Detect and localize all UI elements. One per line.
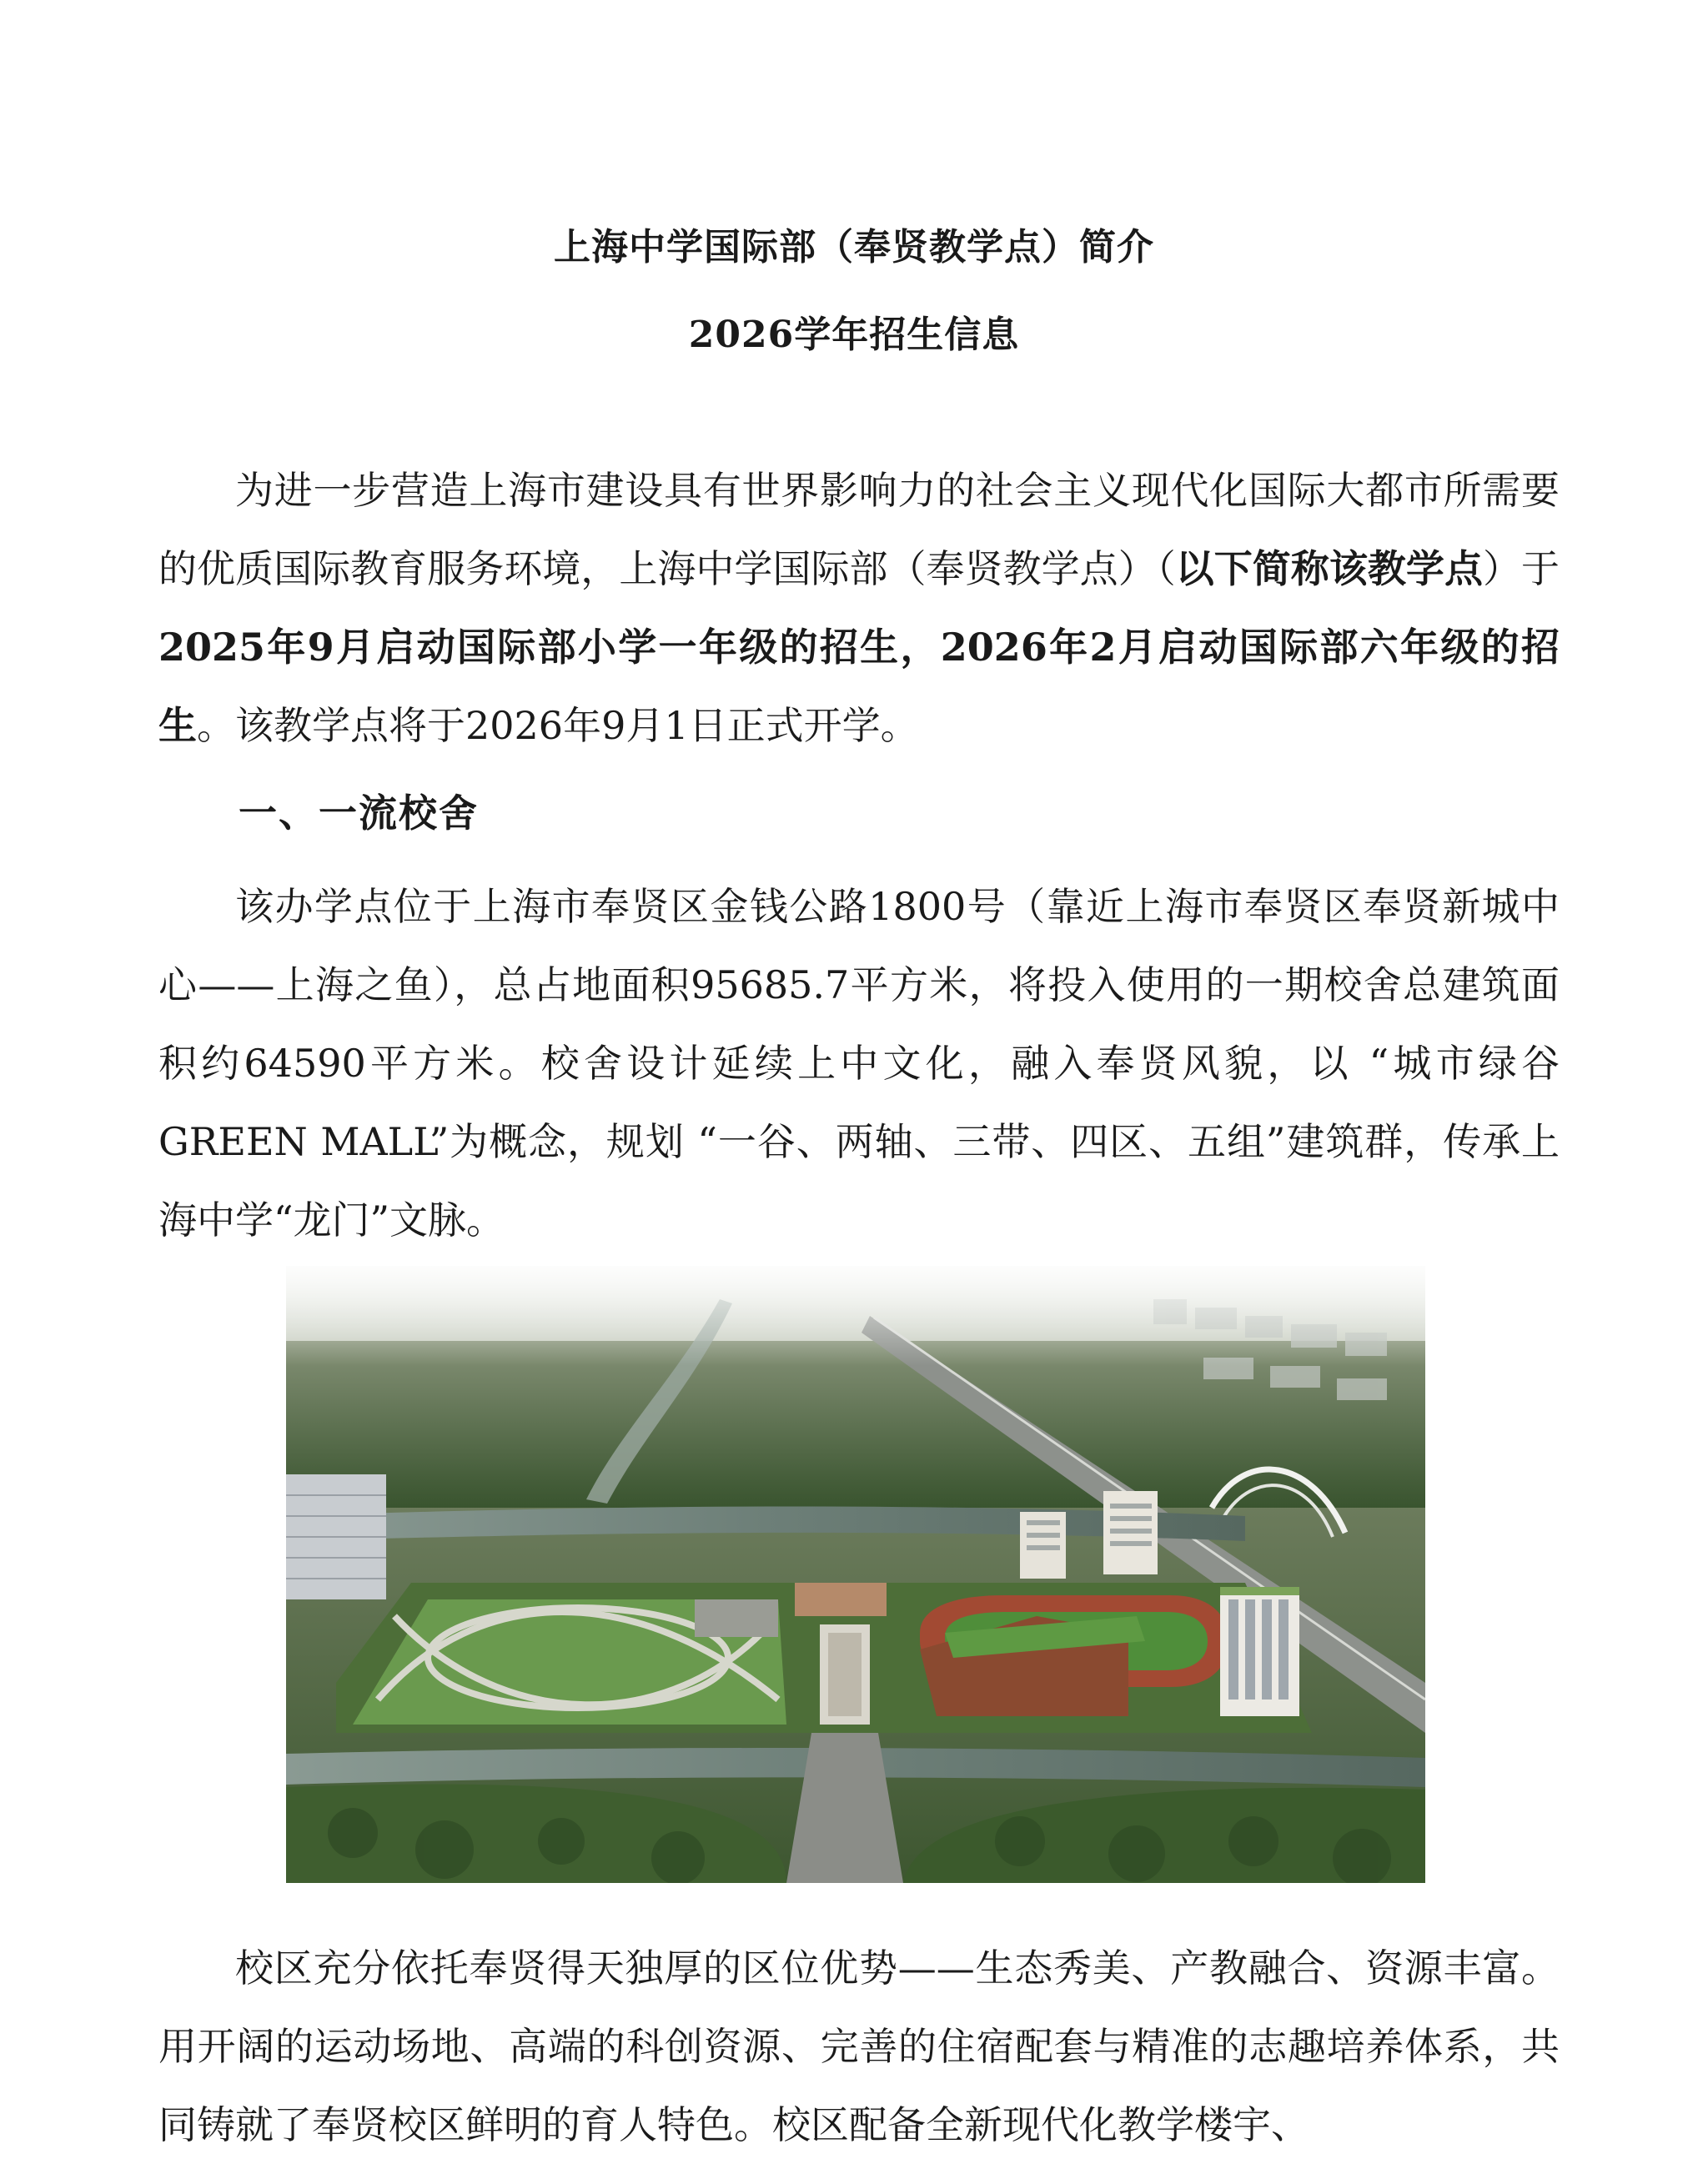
campus-paragraph: 该办学点位于上海市奉贤区金钱公路1800号（靠近上海市奉贤区奉贤新城中心——上海之鱼），总占地面积95685.7平方米，将投入使用的一期校舍总建筑面积约64590平方米。校舍设计延续上中文化，融入奉贤风貌，以 “城市绿谷 GREEN MALL”为概念，规划 “一谷、两轴、三带、四区、五组”建筑群，传承上海中学“龙门”文脉。 xyxy=(158,884,1560,1243)
document-subtitle: 2026学年招生信息 xyxy=(688,314,1020,356)
intro-paragraph xyxy=(158,451,1560,765)
location-paragraph: 校区充分依托奉贤得天独厚的区位优势——生态秀美、产教融合、资源丰富。用开阔的运动场地、高端的科创资源、完善的住宿配套与精准的志趣培养体系，共同铸就了奉贤校区鲜明的育人特色。校区配备全新现代化教学楼宇、 xyxy=(158,1946,1560,2147)
intro-text-2: ）于 xyxy=(1482,546,1560,591)
intro-text-1: 为进一步营造上海市建设具有世界影响力的社会主义现代化国际大都市所需要的优质国际教育服务环境，上海中学国际部（奉贤教学点）（ xyxy=(158,468,1560,591)
section-heading-campus: 一、一流校舍 xyxy=(239,791,479,836)
intro-text-3: 。该教学点将于2026年9月1日正式开学。 xyxy=(197,703,919,748)
document-title: 上海中学国际部（奉贤教学点）简介 xyxy=(554,226,1154,269)
intro-bold-1: 以下简称该教学点 xyxy=(1175,546,1483,591)
campus-aerial-image xyxy=(286,1266,1425,1883)
intro-bold-2: 2025年9月启动国际部小学一年级的招生，2026年2月启动国际部六年级的招生 xyxy=(158,625,1560,748)
